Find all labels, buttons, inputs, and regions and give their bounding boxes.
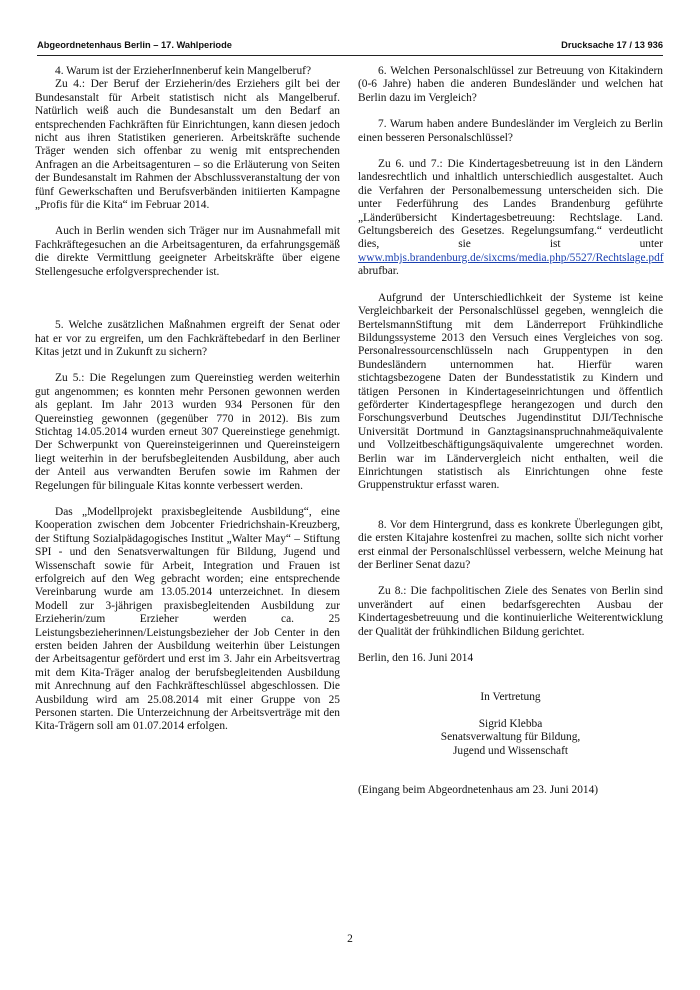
left-column (35, 65, 340, 734)
date-line: Berlin, den 16. Juni 2014 (358, 652, 474, 665)
signer-name: Sigrid Klebba (478, 717, 543, 730)
answer-5-paragraph-1: Zu 5.: Die Regelungen zum Quereinstieg werden weiterhin gut angenommen; es konnten mehr Personen gewonnen werden als geplant. Im Jahr 2013 wurden 934 Personen für den Quereinstieg gewonnen (gegenüber 770 in 2012). Bis zum Stichtag 14.05.2014 wurden erneut 307 Quereinstiege genehmigt. Der Schwerpunkt von Quereinsteigerinnen und Quereinsteigern liegt weiterhin in der berufsbegleitenden Ausbildung, aber auch der Anteil aus verwandten Berufen sowie im Rahmen der Regelungen für bilinguale Kitas konnte verbessert werden. (35, 372, 340, 492)
answer-6-7-paragraph-1 (358, 158, 663, 279)
header-parliament: Abgeordnetenhaus Berlin – 17. Wahlperiode (37, 40, 232, 50)
receipt-note: (Eingang beim Abgeordnetenhaus am 23. Juni 2014) (358, 784, 599, 797)
answer-4-paragraph-2: Auch in Berlin wenden sich Träger nur im Ausnahmefall mit Fachkräftegesuchen an die Arbeitsagenturen, da erfahrungsgemäß die direkte Vermittlung geeigneter Arbeitskräfte über eigene Stellengesuche erfolgversprechender ist. (35, 225, 340, 278)
answer-6-7-text: Zu 6. und 7.: Die Kindertagesbetreuung ist in den Ländern landesrechtlich und inhaltlich unterschiedlich ausgestaltet. Auch die Verfahren der Personalbemessung unterscheiden sich. Die unter Federführung des Landes Brandenburg geführte „Länderübersicht Kindertagesbetreuung: Rechtslage. Land. Geltungsbereich des Gesetzes. Regelungsumfang.“ verdeutlicht dies, sie ist unter (358, 158, 663, 251)
signature-block (358, 691, 663, 758)
signer-organization-line-1: Senatsverwaltung für Bildung, (440, 731, 581, 744)
question-8: 8. Vor dem Hintergrund, dass es konkrete Überlegungen gibt, die ersten Kitajahre kostenfrei zu machen, sollte sich nicht vorher erst einmal der Personalschlüssel verbessern, welche Meinung hat der Berliner Senat dazu? (358, 518, 663, 571)
answer-8: Zu 8.: Die fachpolitischen Ziele des Senates von Berlin sind unverändert auf einen bedarfsgerechten Ausbau der Kindertagesbetreuung und die kontinuierliche Weiterentwicklung der Qualität der frühkindlichen Bildung gerichtet. (358, 585, 663, 638)
right-column (358, 65, 663, 797)
header-divider (37, 55, 663, 56)
page-header (37, 38, 663, 54)
signer-organization-line-2: Jugend und Wissenschaft (452, 744, 569, 757)
answer-6-7-paragraph-2: Aufgrund der Unterschiedlichkeit der Systeme ist keine Vergleichbarkeit der Personalschlüssel gegeben, wenngleich die BertelsmannStiftung mit dem Länderreport Frühkindliche Bildungssysteme 2013 den Versuch eines Vergleiches von sog. Personalressourcenschlüsseln nach Gruppentypen in den Bundesländern unternommen hat. Hierfür waren stichtagsbezogene Daten der Bundesstatistik zu Kindern und tätigen Personen in Kindertageseinrichtungen und öffentlich geförderter Kindertagespflege herangezogen und durch den Forschungsverbund Deutsches Jugendinstitut DJI/Technische Universität Dortmund in Ganztagsinanspruchnahmeäquivalente und Vollzeitbeschäftigungsäquivalente umgerechnet worden. Berlin war im Ländervergleich nicht enthalten, weil die Einrichtungen statistisch als Einrichtungen ohne feste Gruppenstruktur erfasst waren. (358, 291, 663, 492)
answer-4-paragraph-1: Zu 4.: Der Beruf der Erzieherin/des Erziehers gilt bei der Bundesanstalt für Arbeit statistisch nicht als Mangelberuf. Natürlich weiß auch die Bundesanstalt um den Bedarf an entsprechenden Fachkräften für Einrichtungen, kann diesen jedoch nicht aus ihren Statistiken generieren. Arbeitskräfte suchende Träger wenden sich offenbar zu wenig mit entsprechenden Anfragen an die Arbeitsagenturen – so die Erläuterung von Seiten der Bundesanstalt im Rahmen der Abschlussveranstaltung der von fünf Gewerkschaften und Berufsverbänden initiierten Kampagne „Profis für die Kita“ im Februar 2014. (35, 78, 340, 212)
answer-6-7-suffix: abrufbar. (358, 265, 399, 278)
in-vertretung: In Vertretung (480, 691, 541, 704)
question-5: 5. Welche zusätzlichen Maßnahmen ergreift der Senat oder hat er vor zu ergreifen, um den Fachkräftebedarf in den Berliner Kitas jetzt und in Zukunft zu sichern? (35, 319, 340, 358)
answer-5-paragraph-2: Das „Modellprojekt praxisbegleitende Ausbildung“, eine Kooperation zwischen dem Jobcenter Friedrichshain-Kreuzberg, der Stiftung Sozialpädagogisches Institut „Walter May“ – Stiftung SPI - und den Senatsverwaltungen für Bildung, Jugend und Wissenschaft sowie für Arbeit, Integration und Frauen ist erfolgreich auf den Weg gebracht worden; eine entsprechende Vereinbarung wurde am 13.05.2014 unterzeichnet. In diesem Modell zur 3-jährigen praxisbegleitenden Ausbildung zur Erzieherin/zum Erzieher werden ca. 25 Leistungsbezieherinnen/Leistungsbezieher der Job Center in den ersten beiden Jahren der Ausbildung weiterhin über Leistungen der Arbeitsagentur gefördert und erst im 3. Jahr ein Arbeitsvertrag mit dem Kita-Träger analog der berufsbegleitenden Ausbildung mit Anrechnung auf den Fachkräfteschlüssel abgeschlossen. Die Ausbildung wird am 25.08.2014 mit einer Gruppe von 25 Personen starten. Die Unterzeichnung der Arbeitsverträge mit den Kita-Trägern soll am 01.07.2014 erfolgen. (35, 505, 340, 733)
question-4: 4. Warum ist der ErzieherInnenberuf kein Mangelberuf? (55, 65, 312, 77)
page-number: 2 (347, 933, 353, 945)
question-6: 6. Welchen Personalschlüssel zur Betreuung von Kitakindern (0-6 Jahre) haben die anderen Bundesländer und welchen hat Berlin dazu im Vergleich? (358, 65, 663, 104)
question-7: 7. Warum haben andere Bundesländer im Vergleich zu Berlin einen besseren Personalschlüssel? (358, 118, 663, 144)
rechtslage-pdf-link[interactable]: www.mbjs.brandenburg.de/sixcms/media.php/5527/Rechtslage.pdf (358, 251, 664, 264)
header-document-number: Drucksache 17 / 13 936 (561, 40, 663, 50)
